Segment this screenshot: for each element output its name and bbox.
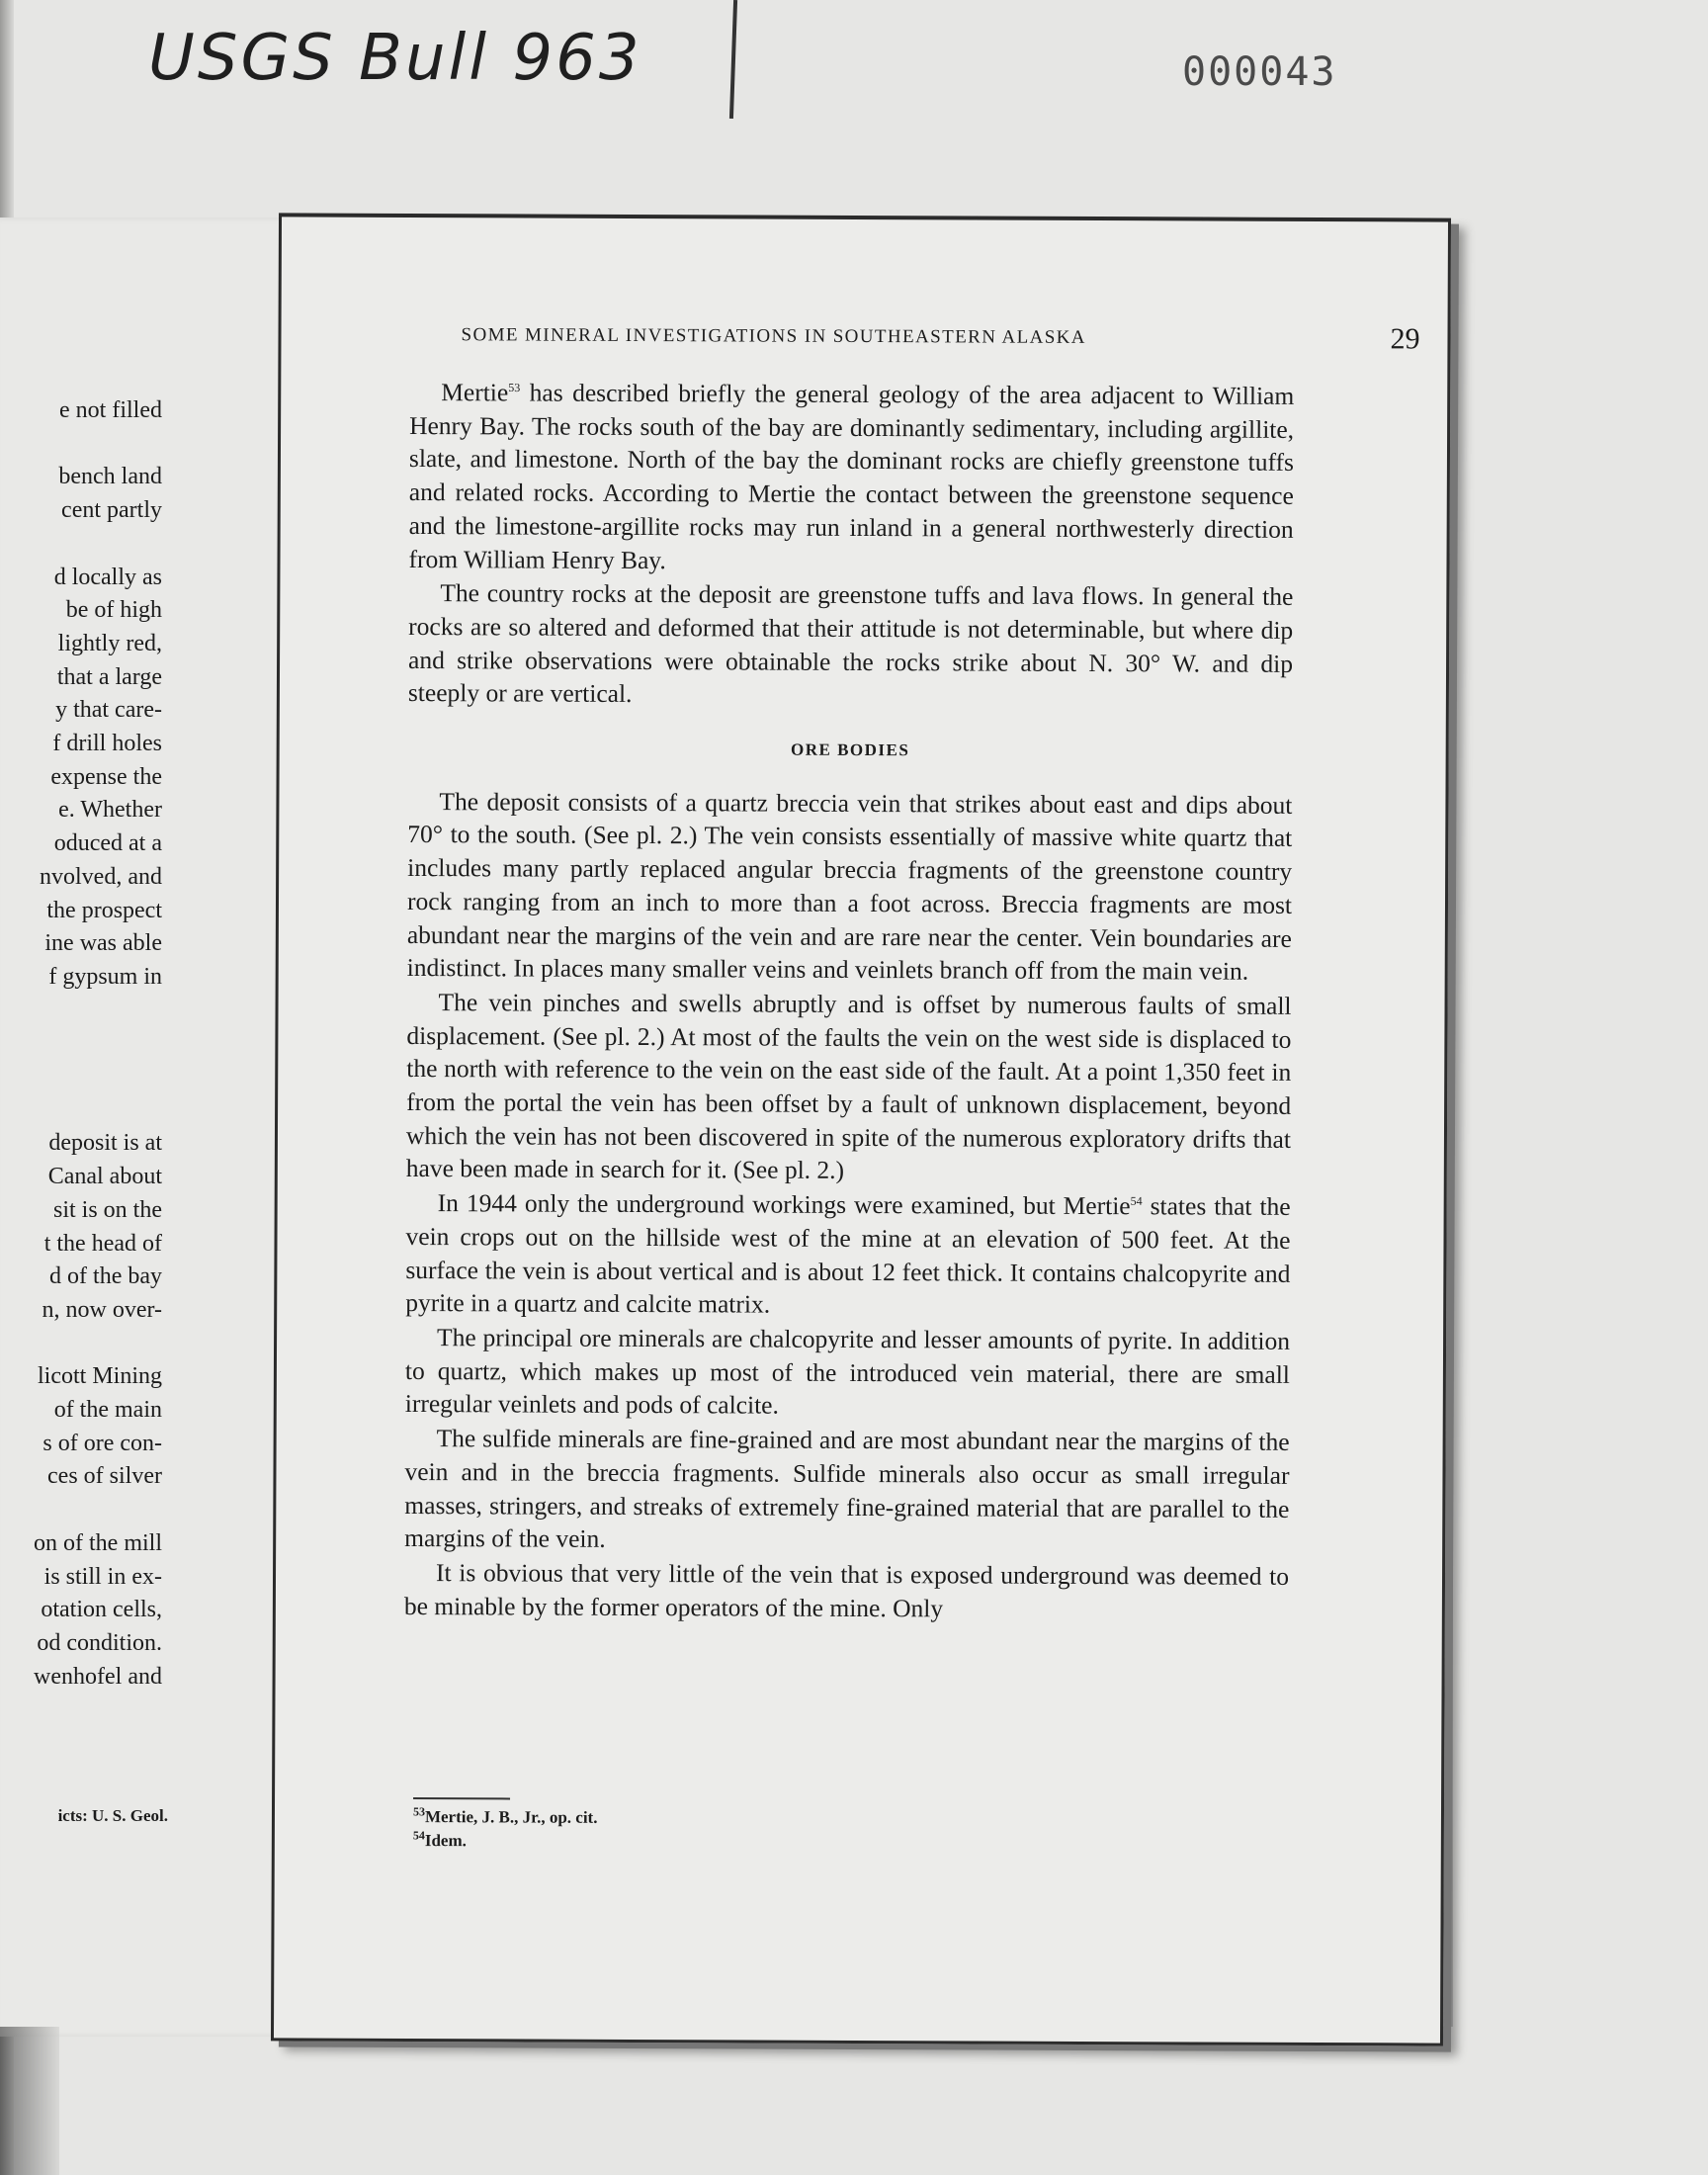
paragraph: It is obvious that very little of the vein that is exposed underground was deemed to be minable by the former operators of the mine. Only (403, 1558, 1290, 1622)
footnote (413, 1829, 1006, 1856)
left-page-line: nvolved, and (40, 863, 162, 890)
footnote-number: 53 (412, 1804, 426, 1819)
scan-bottom-shadow (0, 2027, 59, 2175)
paragraph: The deposit consists of a quartz breccia vein that strikes about east and dips about 70° to the south. (See pl. 2.) The vein consists essentially of massive white quartz that includes many partly replaced angular breccia fragments of the greenstone country rock ranging from an inch to more than a foot across. Breccia fragments are most abundant near the margins of the vein and are rare near the center. Vein boundaries are indistinct. In places many smaller veins and veinlets branch off from the main vein. (406, 786, 1293, 986)
left-page-line: expense the (50, 763, 162, 790)
left-page-footnote: icts: U. S. Geol. (57, 1806, 168, 1825)
paragraph: The sulfide minerals are fine-grained and are most abundant near the margins of the vein and in the breccia fragments. Sulfide minerals also occur as small irregular masses, stringers, and streaks of extremely fine-grained material that are parallel to the margins of the vein. (404, 1424, 1290, 1554)
left-page-line: bench land (58, 464, 162, 490)
left-page-line: f gypsum in (48, 963, 162, 990)
left-page-line: f drill holes (52, 731, 162, 756)
page-number: 29 (1390, 322, 1420, 356)
left-page-line: cent partly (61, 497, 162, 524)
left-page-fragment (0, 218, 305, 2037)
left-page-line: ces of silver (47, 1463, 162, 1490)
left-page-line: Canal about (47, 1164, 162, 1190)
left-page-line: oduced at a (53, 830, 162, 857)
handwritten-label: USGS Bull 963 (148, 22, 642, 95)
running-head: SOME MINERAL INVESTIGATIONS IN SOUTHEASTERN ALASKA (461, 324, 1086, 348)
left-page-line: on of the mill (34, 1529, 162, 1556)
left-page-line: e. Whether (58, 797, 162, 824)
footnotes (413, 1805, 1006, 1856)
left-page-line: od condition. (37, 1629, 162, 1656)
left-page-line: s of ore con- (43, 1430, 162, 1456)
paragraph (408, 376, 1294, 579)
left-page-line: of the main (53, 1397, 162, 1423)
left-page-line: y that care- (55, 697, 162, 724)
left-page-line: d of the bay (49, 1263, 162, 1290)
left-page-line: sit is on the (52, 1196, 162, 1223)
left-page-line: is still in ex- (43, 1563, 162, 1590)
left-page-line: that a large (56, 663, 162, 690)
paragraph-lead: Mertie (441, 378, 509, 407)
paragraph-text: states that the vein crops out on the hillside west of the mine at an elevation of 500 feet. At the surface the vein is about vertical and is about 12 feet thick. It contains chalcopyrite and pyrite in a quartz and calcite matrix. (405, 1191, 1291, 1319)
book-page (271, 213, 1451, 2045)
paragraph-lead: In 1944 only the underground workings were examined, but Mertie (437, 1188, 1131, 1221)
left-page-line: t the head of (43, 1230, 162, 1257)
footnote-number: 54 (412, 1828, 425, 1843)
left-page-line: n, now over- (42, 1296, 162, 1323)
left-page-line: ine was able (44, 930, 162, 957)
paragraph: The country rocks at the deposit are greenstone tuffs and lava flows. In general the rocks are so altered and deformed that their attitude is not determinable, but where dip and strike observations were obtainable the rocks strike about N. 30° W. and dip steeply or are vertical. (407, 578, 1294, 709)
paragraph-text: has described briefly the general geology of the area adjacent to William Henry Bay. The rocks south of the bay are dominantly sedimentary, including argillite, slate, and limestone. North of the bay the dominant rocks are chiefly greenstone tuffs and related rocks. According to Mertie the contact between the greenstone sequence and the limestone-argillite rocks may run inland in a general northwesterly direction from William Henry Bay. (408, 378, 1295, 574)
document-number: 000043 (1182, 49, 1337, 95)
left-page-line: d locally as (53, 564, 162, 590)
footnote-ref: 53 (508, 380, 521, 394)
footnote (413, 1805, 1006, 1832)
footnote-ref: 54 (1130, 1193, 1143, 1208)
section-heading: ORE BODIES (790, 740, 910, 760)
left-page-line: be of high (65, 597, 162, 624)
left-page-line: the prospect (46, 897, 162, 923)
left-page-line: e not filled (59, 397, 162, 423)
page-body (404, 376, 1294, 1627)
paragraph (405, 1186, 1291, 1324)
left-page-line: wenhofel and (34, 1663, 162, 1690)
footnote-rule (413, 1797, 510, 1799)
left-page-line: lightly red, (57, 630, 162, 656)
paragraph: The vein pinches and swells abruptly and is offset by numerous faults of small displacement. (See pl. 2.) At most of the faults the vein on the west side is displaced to the north with reference to the vein on the east side of the fault. At a point 1,350 feet in from the portal the vein has been offset by a fault of unknown displacement, beyond which the vein has not been discovered in spite of the numerous exploratory drifts that have been made in search for it. (See pl. 2.) (405, 988, 1292, 1185)
footnote-text: Mertie, J. B., Jr., op. cit. (424, 1807, 598, 1827)
left-page-line: licott Mining (38, 1363, 162, 1390)
paragraph: The principal ore minerals are chalcopyrite and lesser amounts of pyrite. In addition to quartz, which makes up most of the introduced vein material, there are small irregular veinlets and pods of calcite. (404, 1323, 1291, 1421)
footnote-text: Idem. (424, 1831, 467, 1851)
left-page-line: deposit is at (48, 1130, 162, 1157)
left-page-line: otation cells, (41, 1597, 162, 1623)
